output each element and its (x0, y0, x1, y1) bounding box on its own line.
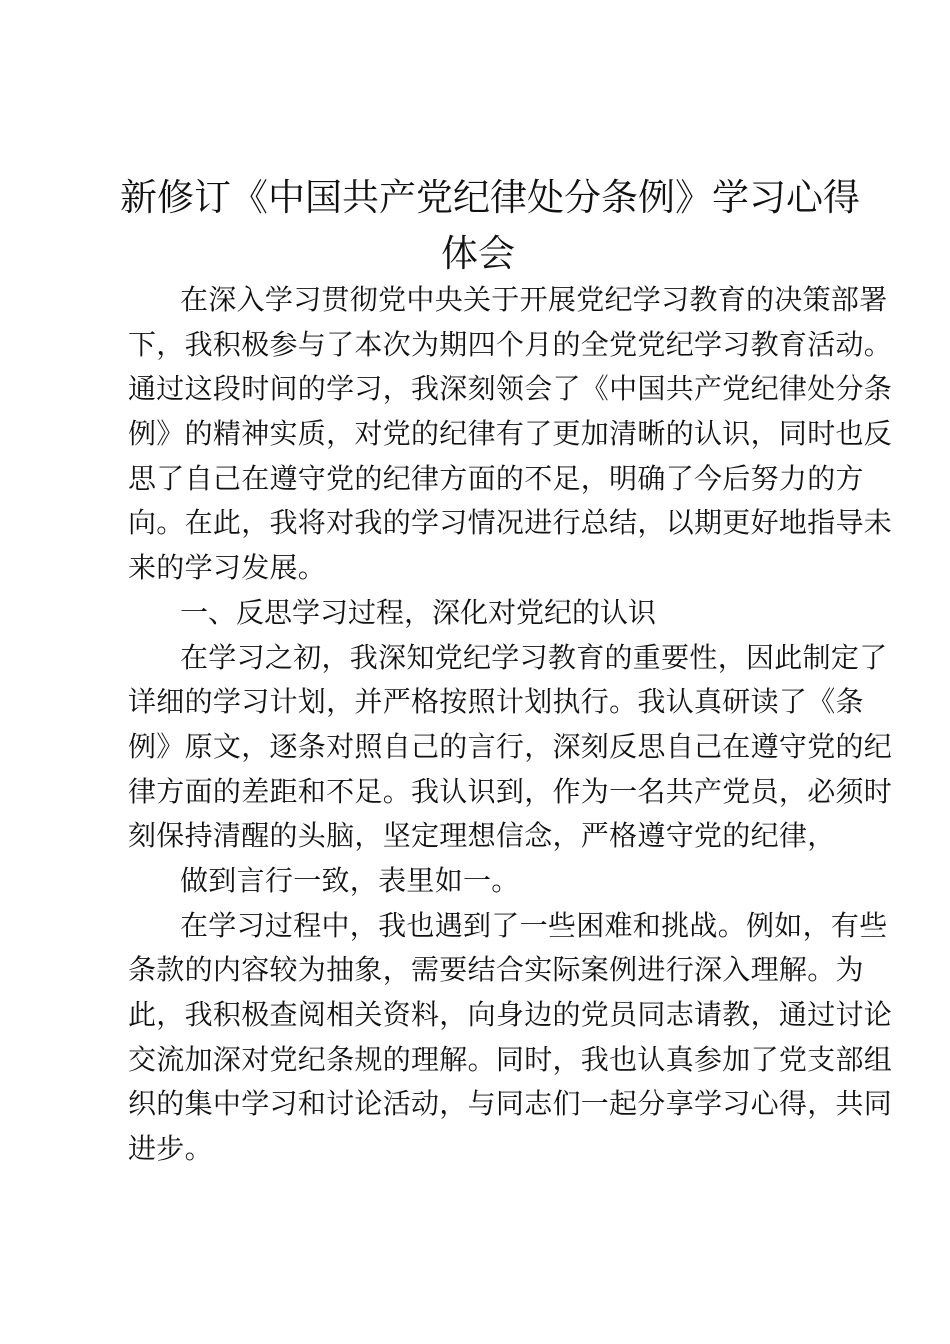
paragraph-line: 交流加深对党纪条规的理解。同时，我也认真参加了党支部组 (128, 1042, 893, 1076)
paragraph-line: 详细的学习计划，并严格按照计划执行。我认真研读了《条 (128, 685, 864, 719)
paragraph-line: 例》原文，逐条对照自己的言行，深刻反思自己在遵守党的纪 (128, 729, 893, 763)
paragraph-line: 刻保持清醒的头脑，坚定理想信念，严格遵守党的纪律， (128, 819, 836, 853)
paragraph-line: 例》的精神实质，对党的纪律有了更加清晰的认识，同时也反 (128, 417, 893, 451)
paragraph-line: 在学习之初，我深知党纪学习教育的重要性，因此制定了 (180, 640, 888, 674)
paragraph-line: 进步。 (128, 1132, 213, 1166)
paragraph-line: 律方面的差距和不足。我认识到，作为一名共产党员，必须时 (128, 774, 893, 808)
title-line: 新修订《中国共产党纪律处分条例》学习心得 (120, 176, 860, 219)
document-body (128, 278, 893, 1172)
paragraph-line: 在深入学习贯彻党中央关于开展党纪学习教育的决策部署 (180, 283, 888, 316)
paragraph-line: 向。在此，我将对我的学习情况进行总结，以期更好地指导未 (128, 506, 893, 540)
document-title (120, 170, 860, 282)
paragraph-line: 织的集中学习和讨论活动，与同志们一起分享学习心得，共同 (128, 1087, 893, 1121)
paragraph-line: 通过这段时间的学习，我深刻领会了《中国共产党纪律处分条 (128, 372, 893, 406)
paragraph-line: 下，我积极参与了本次为期四个月的全党党纪学习教育活动。 (128, 327, 893, 361)
title-line: 体会 (441, 232, 515, 275)
paragraph-line: 条款的内容较为抽象，需要结合实际案例进行深入理解。为 (128, 953, 864, 987)
paragraph-line: 此，我积极查阅相关资料，向身边的党员同志请教，通过讨论 (128, 998, 893, 1031)
paragraph-line: 在学习过程中，我也遇到了一些困难和挑战。例如，有些 (180, 908, 888, 942)
paragraph-line: 做到言行一致，表里如一。 (180, 863, 520, 897)
paragraph-line: 思了自己在遵守党的纪律方面的不足，明确了今后努力的方 (128, 461, 864, 495)
paragraph-line: 来的学习发展。 (128, 551, 327, 585)
section-heading: 一、反思学习过程，深化对党纪的认识 (180, 595, 657, 629)
